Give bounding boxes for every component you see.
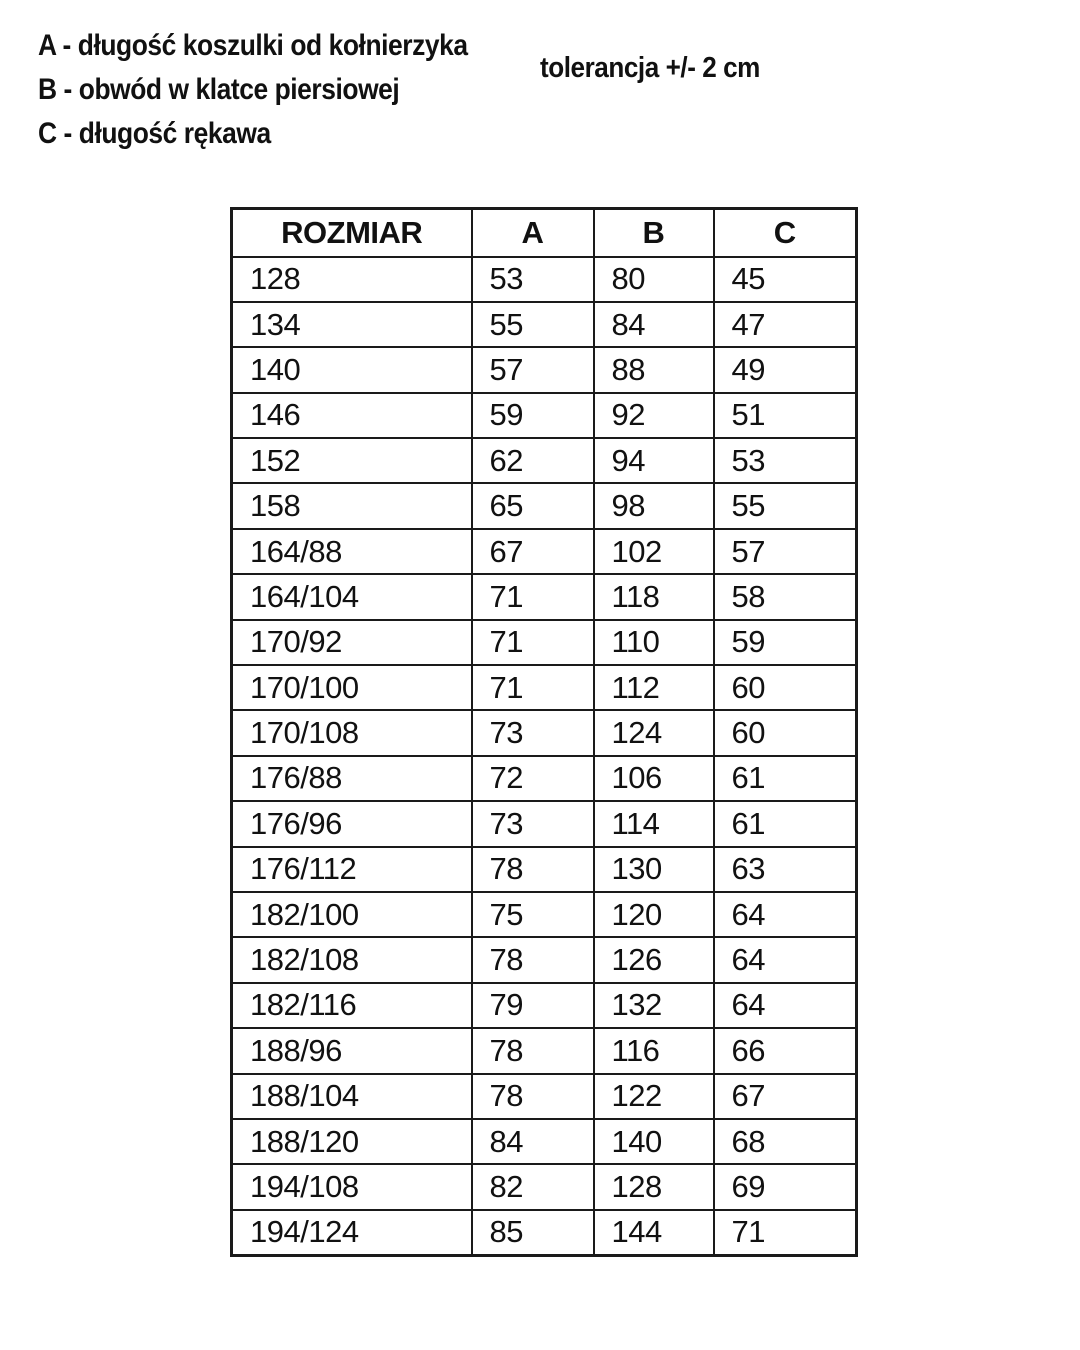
size-cell: 64 [714, 892, 857, 937]
size-cell: 72 [472, 756, 594, 801]
size-cell: 128 [594, 1164, 714, 1209]
size-cell: 60 [714, 665, 857, 710]
size-cell: 120 [594, 892, 714, 937]
size-cell: 55 [472, 302, 594, 347]
table-row [232, 393, 857, 438]
table-row [232, 892, 857, 937]
size-cell: 164/88 [232, 529, 472, 574]
size-cell: 53 [472, 257, 594, 302]
size-cell: 182/116 [232, 983, 472, 1028]
size-table [230, 207, 858, 1257]
table-row [232, 847, 857, 892]
table-row [232, 1164, 857, 1209]
size-cell: 116 [594, 1028, 714, 1073]
size-cell: 85 [472, 1210, 594, 1255]
size-cell: 49 [714, 347, 857, 392]
table-row [232, 438, 857, 483]
size-cell: 45 [714, 257, 857, 302]
size-cell: 65 [472, 483, 594, 528]
size-cell: 61 [714, 801, 857, 846]
size-cell: 164/104 [232, 574, 472, 619]
size-cell: 55 [714, 483, 857, 528]
table-row [232, 1210, 857, 1255]
table-row [232, 529, 857, 574]
size-table-header-c: C [714, 209, 857, 257]
size-cell: 69 [714, 1164, 857, 1209]
measurement-legend [38, 24, 468, 156]
size-cell: 47 [714, 302, 857, 347]
size-cell: 73 [472, 710, 594, 755]
size-cell: 71 [714, 1210, 857, 1255]
size-table-header-rozmiar: ROZMIAR [232, 209, 472, 257]
size-cell: 144 [594, 1210, 714, 1255]
size-cell: 194/124 [232, 1210, 472, 1255]
size-cell: 78 [472, 847, 594, 892]
size-cell: 170/108 [232, 710, 472, 755]
size-cell: 67 [714, 1074, 857, 1119]
table-row [232, 937, 857, 982]
size-cell: 78 [472, 1028, 594, 1073]
size-cell: 82 [472, 1164, 594, 1209]
size-cell: 62 [472, 438, 594, 483]
size-cell: 188/104 [232, 1074, 472, 1119]
table-row [232, 983, 857, 1028]
size-cell: 94 [594, 438, 714, 483]
size-cell: 140 [594, 1119, 714, 1164]
size-cell: 92 [594, 393, 714, 438]
size-cell: 110 [594, 620, 714, 665]
size-cell: 61 [714, 756, 857, 801]
size-cell: 51 [714, 393, 857, 438]
size-cell: 176/112 [232, 847, 472, 892]
size-cell: 53 [714, 438, 857, 483]
size-cell: 75 [472, 892, 594, 937]
size-cell: 66 [714, 1028, 857, 1073]
legend-line-b: B - obwód w klatce piersiowej [38, 73, 400, 106]
size-cell: 67 [472, 529, 594, 574]
size-cell: 71 [472, 620, 594, 665]
size-cell: 118 [594, 574, 714, 619]
size-cell: 58 [714, 574, 857, 619]
size-cell: 140 [232, 347, 472, 392]
size-cell: 158 [232, 483, 472, 528]
size-cell: 128 [232, 257, 472, 302]
table-row [232, 257, 857, 302]
table-row [232, 347, 857, 392]
size-cell: 73 [472, 801, 594, 846]
size-cell: 112 [594, 665, 714, 710]
size-cell: 71 [472, 665, 594, 710]
size-cell: 182/100 [232, 892, 472, 937]
size-cell: 57 [714, 529, 857, 574]
size-cell: 126 [594, 937, 714, 982]
table-row [232, 1028, 857, 1073]
size-cell: 122 [594, 1074, 714, 1119]
size-cell: 176/88 [232, 756, 472, 801]
size-cell: 80 [594, 257, 714, 302]
size-cell: 182/108 [232, 937, 472, 982]
size-cell: 114 [594, 801, 714, 846]
size-cell: 64 [714, 983, 857, 1028]
size-cell: 59 [714, 620, 857, 665]
size-cell: 146 [232, 393, 472, 438]
size-table-header-b: B [594, 209, 714, 257]
legend-line-c: C - długość rękawa [38, 117, 271, 150]
size-cell: 124 [594, 710, 714, 755]
size-cell: 134 [232, 302, 472, 347]
size-cell: 130 [594, 847, 714, 892]
size-cell: 170/100 [232, 665, 472, 710]
size-cell: 170/92 [232, 620, 472, 665]
table-row [232, 710, 857, 755]
table-row [232, 1074, 857, 1119]
size-cell: 78 [472, 1074, 594, 1119]
table-row [232, 1119, 857, 1164]
size-cell: 84 [472, 1119, 594, 1164]
size-cell: 106 [594, 756, 714, 801]
size-cell: 132 [594, 983, 714, 1028]
size-cell: 71 [472, 574, 594, 619]
table-row [232, 756, 857, 801]
size-cell: 78 [472, 937, 594, 982]
size-cell: 64 [714, 937, 857, 982]
size-cell: 60 [714, 710, 857, 755]
size-cell: 98 [594, 483, 714, 528]
table-row [232, 302, 857, 347]
size-cell: 57 [472, 347, 594, 392]
size-cell: 63 [714, 847, 857, 892]
table-row [232, 801, 857, 846]
size-cell: 194/108 [232, 1164, 472, 1209]
legend-line-a: A - długość koszulki od kołnierzyka [38, 29, 468, 62]
table-row [232, 574, 857, 619]
size-cell: 88 [594, 347, 714, 392]
size-table-header-a: A [472, 209, 594, 257]
table-row [232, 483, 857, 528]
size-cell: 84 [594, 302, 714, 347]
size-cell: 152 [232, 438, 472, 483]
tolerance-note: tolerancja +/- 2 cm [540, 52, 760, 84]
size-cell: 68 [714, 1119, 857, 1164]
size-table-header-row [232, 209, 857, 257]
size-cell: 59 [472, 393, 594, 438]
size-cell: 188/96 [232, 1028, 472, 1073]
size-cell: 79 [472, 983, 594, 1028]
table-row [232, 620, 857, 665]
table-row [232, 665, 857, 710]
size-cell: 188/120 [232, 1119, 472, 1164]
size-cell: 102 [594, 529, 714, 574]
size-cell: 176/96 [232, 801, 472, 846]
